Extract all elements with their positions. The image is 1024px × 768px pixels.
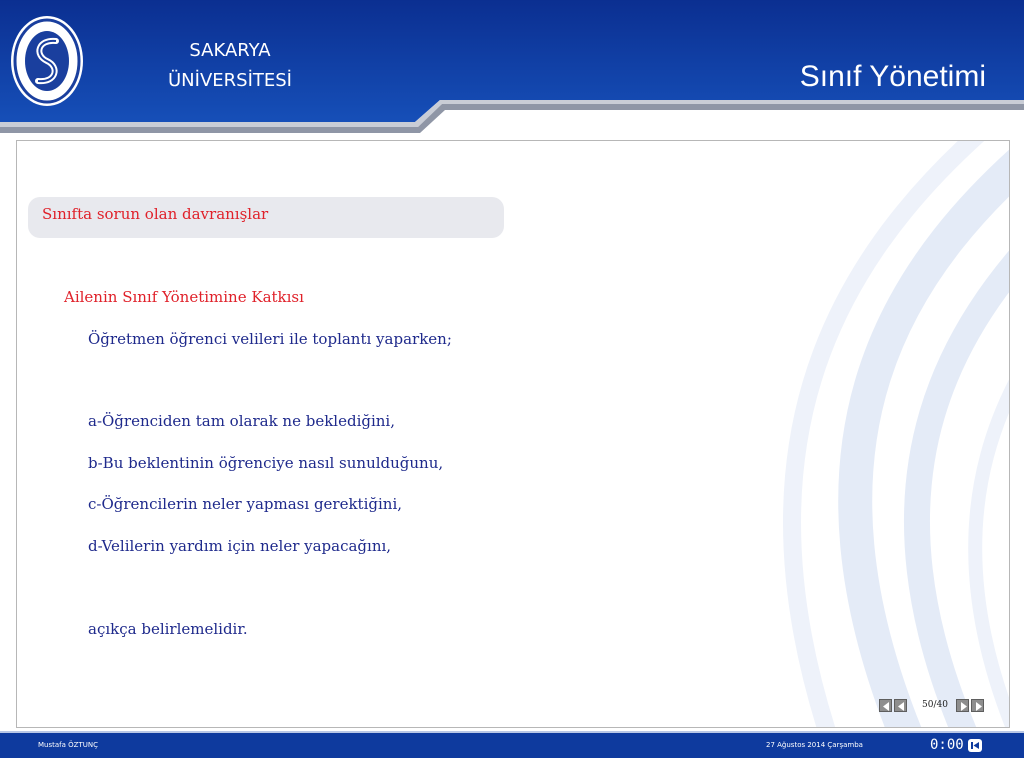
university-name-line2: ÜNİVERSİTESİ xyxy=(168,70,292,91)
list-item-c: c-Öğrencilerin neler yapması gerektiğini, xyxy=(88,495,403,513)
first-slide-button[interactable] xyxy=(879,699,892,712)
next-nav-group xyxy=(956,699,984,713)
university-name xyxy=(150,36,310,96)
list-item-d: d-Velilerin yardım için neler yapacağını, xyxy=(88,537,392,555)
go-first-button[interactable] xyxy=(968,739,982,752)
intro-text: Öğretmen öğrenci velileri ile toplantı yaparken; xyxy=(88,330,452,348)
slide-header xyxy=(0,0,1024,135)
page-indicator: 50/40 xyxy=(922,700,948,710)
slide-date: 27 Ağustos 2014 Çarşamba xyxy=(766,741,863,749)
timer-display: 0:00 xyxy=(930,737,964,753)
next-arrow-icon xyxy=(973,701,984,712)
content-subheading: Ailenin Sınıf Yönetimine Katkısı xyxy=(64,288,304,306)
next-arrow-icon xyxy=(958,701,969,712)
conclusion-text: açıkça belirlemelidir. xyxy=(88,620,248,638)
last-slide-button[interactable] xyxy=(971,699,984,712)
section-title: Sınıfta sorun olan davranışlar xyxy=(42,205,269,223)
prev-arrow-icon xyxy=(881,701,892,712)
list-item-b: b-Bu beklentinin öğrenciye nasıl sunulduğunu, xyxy=(88,454,444,472)
prev-arrow-icon xyxy=(896,701,907,712)
first-slide-icon xyxy=(968,739,982,752)
university-logo xyxy=(10,15,84,107)
university-name-line1: SAKARYA xyxy=(189,40,271,61)
slide-footer xyxy=(0,733,1024,758)
prev-nav-group xyxy=(879,699,907,713)
prev-slide-button[interactable] xyxy=(894,699,907,712)
list-item-a: a-Öğrenciden tam olarak ne beklediğini, xyxy=(88,412,396,430)
slide-title: Sınıf Yönetimi xyxy=(799,60,986,93)
author-name: Mustafa ÖZTUNÇ xyxy=(38,741,98,749)
next-slide-button[interactable] xyxy=(956,699,969,712)
